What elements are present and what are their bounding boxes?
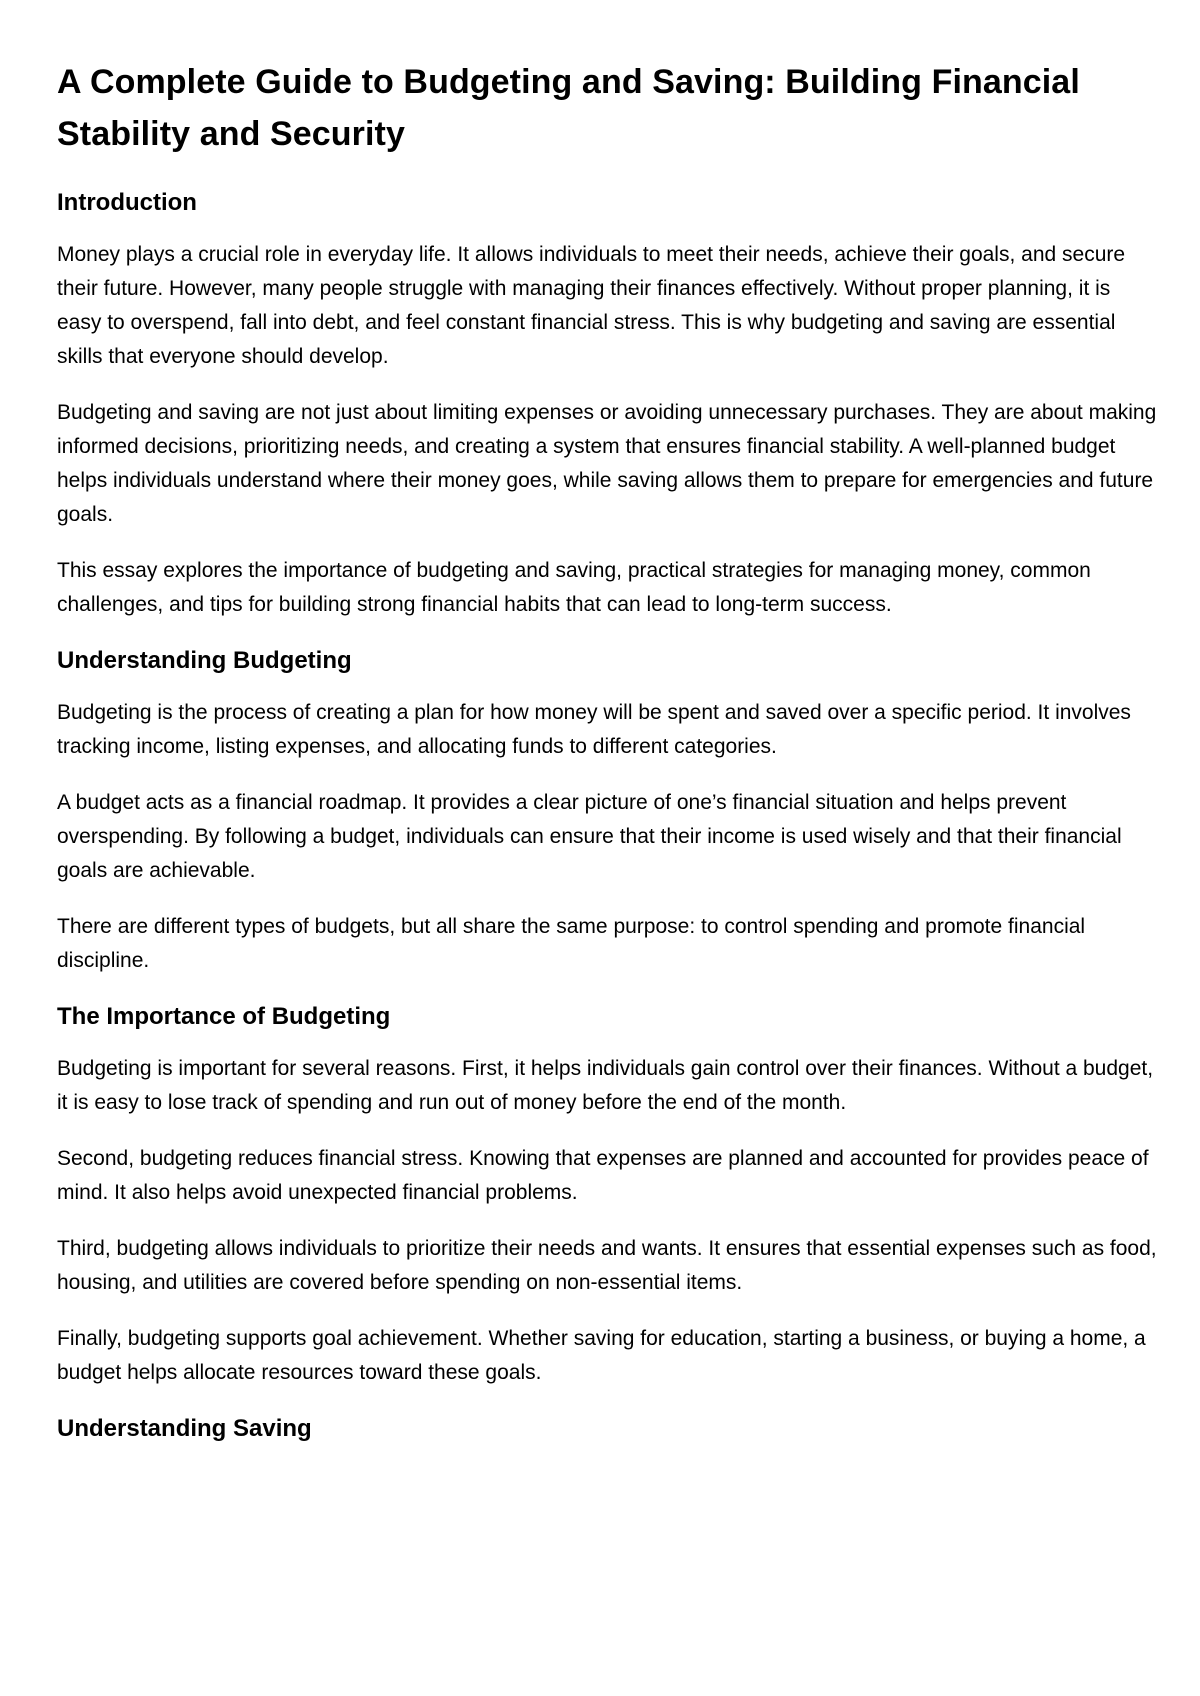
section-introduction: [57, 186, 1157, 622]
section-heading: The Importance of Budgeting: [57, 1003, 391, 1030]
section-heading: Understanding Budgeting: [57, 647, 352, 674]
paragraph: There are different types of budgets, but all share the same purpose: to control spending and promote financial discipline.: [57, 915, 1086, 972]
section-importance-of-budgeting: [57, 1000, 1157, 1390]
paragraph: A budget acts as a financial roadmap. It provides a clear picture of one’s financial situation and helps prevent overspending. By following a budget, individuals can ensure that their income is used wisely and that their financial goals are achievable.: [57, 791, 1122, 882]
paragraph: Money plays a crucial role in everyday life. It allows individuals to meet their needs, achieve their goals, and secure their future. However, many people struggle with managing their finances effectively. Without proper planning, it is easy to overspend, fall into debt, and feel constant financial stress. This is why budgeting and saving are essential skills that everyone should develop.: [57, 243, 1126, 368]
section-heading: Introduction: [57, 189, 197, 216]
paragraph: This essay explores the importance of budgeting and saving, practical strategies for managing money, common challenges, and tips for building strong financial habits that can lead to long-term success.: [57, 559, 1091, 616]
paragraph: Budgeting and saving are not just about limiting expenses or avoiding unnecessary purchases. They are about making informed decisions, prioritizing needs, and creating a system that ensures financial stability. A well-planned budget helps individuals understand where their money goes, while saving allows them to prepare for emergencies and future goals.: [57, 401, 1157, 526]
document-page: [57, 56, 1157, 1468]
section-heading: Understanding Saving: [57, 1415, 312, 1442]
section-understanding-budgeting: [57, 644, 1157, 978]
paragraph: Third, budgeting allows individuals to prioritize their needs and wants. It ensures that essential expenses such as food, housing, and utilities are covered before spending on non-essential items.: [57, 1237, 1157, 1294]
section-understanding-saving: [57, 1412, 1157, 1446]
paragraph: Second, budgeting reduces financial stress. Knowing that expenses are planned and accounted for provides peace of mind. It also helps avoid unexpected financial problems.: [57, 1147, 1149, 1204]
paragraph: Budgeting is the process of creating a plan for how money will be spent and saved over a specific period. It involves tracking income, listing expenses, and allocating funds to different categories.: [57, 701, 1131, 758]
paragraph: Budgeting is important for several reasons. First, it helps individuals gain control over their finances. Without a budget, it is easy to lose track of spending and run out of money before the end of the month.: [57, 1057, 1154, 1114]
document-title: A Complete Guide to Budgeting and Saving: Building Financial Stability and Security: [57, 63, 1080, 153]
paragraph: Finally, budgeting supports goal achievement. Whether saving for education, starting a business, or buying a home, a budget helps allocate resources toward these goals.: [57, 1327, 1146, 1384]
